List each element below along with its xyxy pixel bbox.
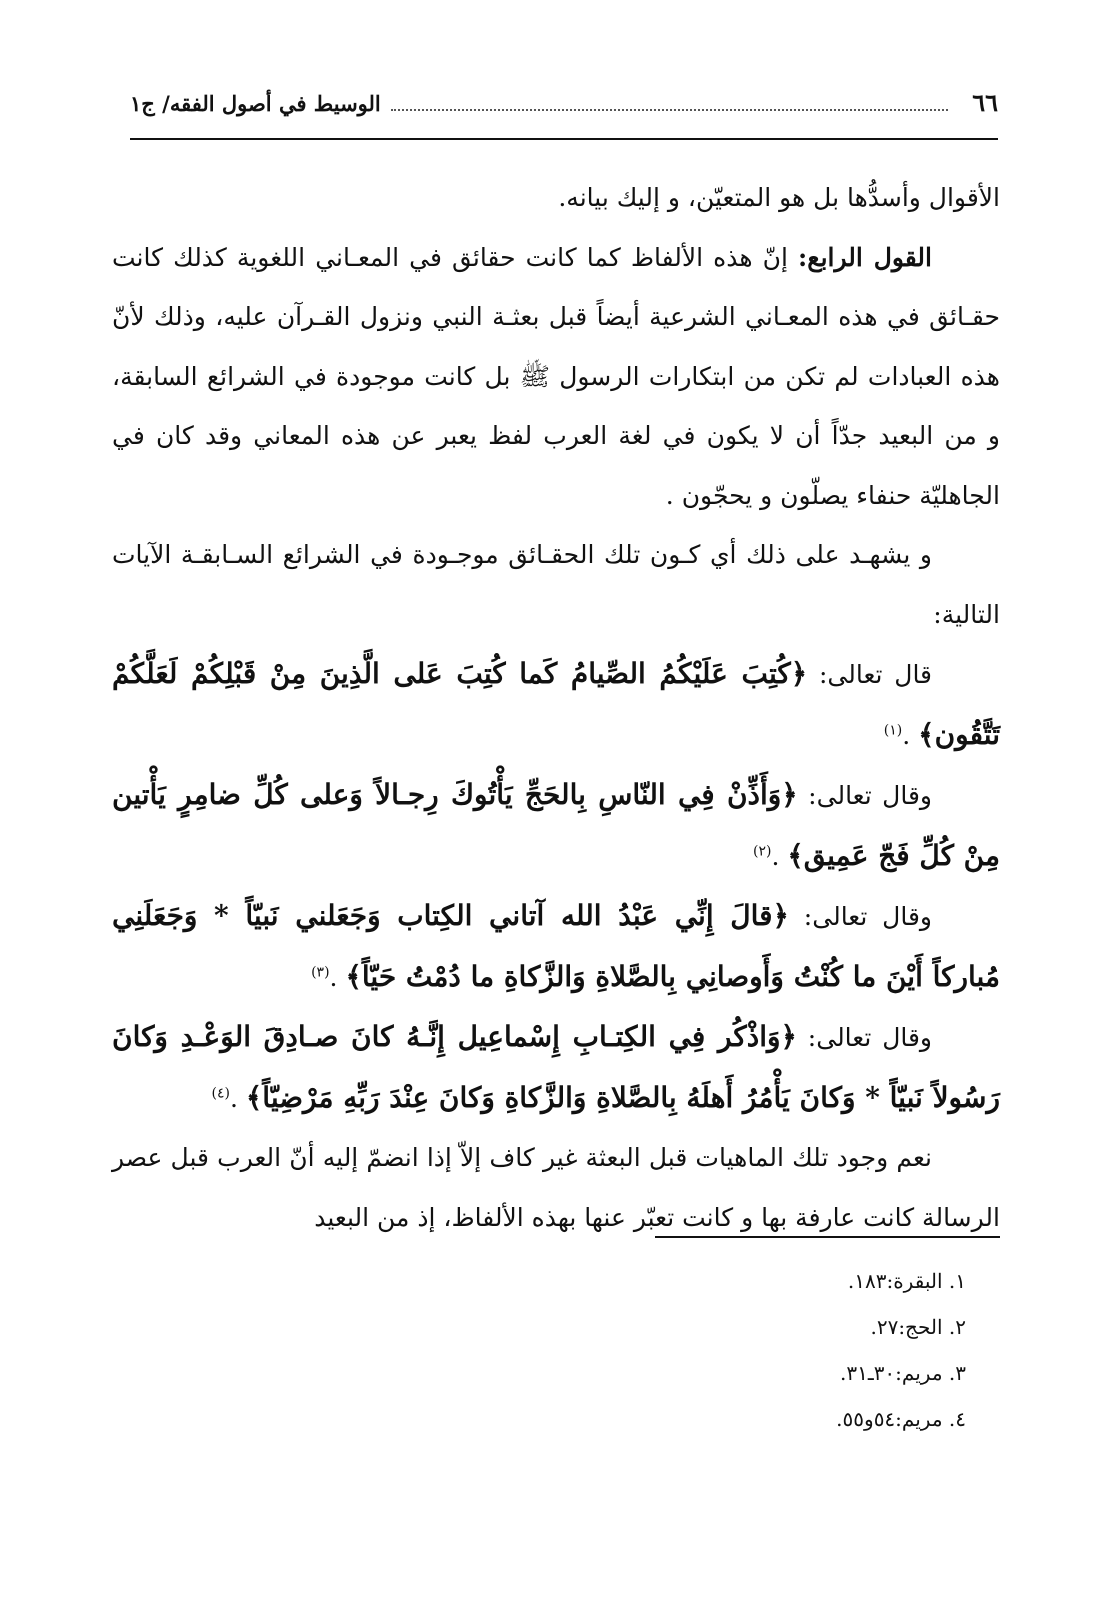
paragraph-continuation: الأقوال وأسدُّها بل هو المتعيّن، و إليك بيانه. <box>558 183 1000 212</box>
page-number: ٦٦ <box>972 88 998 117</box>
paragraph-body: إنّ هذه الألفاظ كما كانت حقائق في المعـاني اللغوية كذلك كانت حقـائق في هذه المعـاني الشرعية أيضاً قبل بعثـة النبي ونزول القـرآن عليه، وذلك لأنّ هذه العبادات لم تكن من ابتكارات الرسول ﷺ بل كانت موجودة في الشرائع السابقة، و من البعيد جدّاً أن لا يكون في لغة العرب لفظ يعبر عن هذه المعاني وقد كان في الجاهليّة حنفاء يصلّون و يحجّون . <box>112 242 1000 510</box>
verse-quote-3: وقال تعالى: ﴿قالَ إِنِّي عَبْدُ الله آتاني الكِتاب وَجَعَلني نَبيّاً * وَجَعَلَنِي مُباركاً أَيْنَ ما كُنْتُ وَأَوصانِي بِالصَّلاةِ وَالزَّكاةِ ما دُمْتُ حَيّاً﴾ .$^{(٣)}$ <box>112 899 1000 993</box>
verse-text: ﴿وَاذْكُر فِي الكِتـابِ إِسْماعِيل إِنَّـهُ كانَ صـادِقَ الوَعْـدِ وَكانَ رَسُولاً نَبيّاً * وَكانَ يَأْمُرُ أَهلَهُ بِالصَّلاةِ وَالزَّكاةِ وَكانَ عِنْدَ رَبِّهِ مَرْضِيّاً﴾ <box>112 1020 1000 1114</box>
running-title: الوسيط في أصول الفقه/ ج١ <box>130 91 381 116</box>
paragraph-conclusion: نعم وجود تلك الماهيات قبل البعثة غير كاف إلاّ إذا انضمّ إليه أنّ العرب قبل عصر الرسالة كانت عارفة بها و كانت تعبّر عنها بهذه الألفاظ، إذ من البعيد <box>112 1143 1000 1232</box>
footnote-item: ١. البقرة:١٨٣. <box>847 1269 966 1293</box>
verse-intro: وقال تعالى: <box>788 902 932 931</box>
verse-text: ﴿وَأَذِّنْ فِي النّاسِ بِالحَجِّ يَأْتُوكَ رِجـالاً وَعلى كُلِّ ضامِرٍ يَأْتين مِنْ كُلِّ فَجّ عَمِيق﴾ <box>112 778 1000 872</box>
verse-text: ﴿قالَ إِنِّي عَبْدُ الله آتاني الكِتاب وَجَعَلني نَبيّاً * وَجَعَلَنِي مُباركاً أَيْنَ ما كُنْتُ وَأَوصانِي بِالصَّلاةِ وَالزَّكاةِ ما دُمْتُ حَيّاً﴾ <box>112 899 1000 993</box>
paragraph-fourth-opinion <box>112 228 1000 526</box>
footnote-ref: (١) <box>883 722 903 739</box>
footnote-item: ٤. مريم:٥٤و٥٥. <box>836 1407 966 1431</box>
footnote-ref: (٢) <box>752 843 772 860</box>
verse-text: ﴿كُتِبَ عَلَيْكُمُ الصِّيامُ كَما كُتِبَ عَلى الَّذِينَ مِنْ قَبْلِكُمْ لَعَلَّكُمْ تَتَّقُون﴾ <box>112 657 1000 751</box>
footnote-ref: (٣) <box>311 964 330 981</box>
verse-quote-2: وقال تعالى: ﴿وَأَذِّنْ فِي النّاسِ بِالحَجِّ يَأْتُوكَ رِجـالاً وَعلى كُلِّ ضامِرٍ يَأْتين مِنْ كُلِّ فَجّ عَمِيق﴾ .$^{(٢)}$ <box>112 778 1000 872</box>
verse-intro: وقال تعالى: <box>796 1023 932 1052</box>
header-dot-leader <box>391 95 948 111</box>
verse-quote-1: قال تعالى: ﴿كُتِبَ عَلَيْكُمُ الصِّيامُ كَما كُتِبَ عَلى الَّذِينَ مِنْ قَبْلِكُمْ لَعَلَّكُمْ تَتَّقُون﴾ .$^{(١)}$ <box>112 657 1000 751</box>
footnote-ref: (٤) <box>211 1085 230 1102</box>
footnote-item: ٢. الحج:٢٧. <box>870 1315 966 1339</box>
verse-intro: وقال تعالى: <box>797 781 932 810</box>
footnote-rule <box>655 1236 1000 1238</box>
verse-intro: قال تعالى: <box>807 660 933 689</box>
body-text <box>112 168 1000 1247</box>
footnote-item: ٣. مريم:٣٠ـ٣١. <box>839 1361 966 1385</box>
header-rule <box>130 138 998 140</box>
paragraph-evidence-intro: و يشهـد على ذلك أي كـون تلك الحقـائق موجـودة في الشرائع السـابقـة الآيات التالية: <box>112 540 1000 629</box>
paragraph-lead: القول الرابع: <box>798 242 932 272</box>
page-header <box>130 88 998 124</box>
footnotes <box>666 1258 966 1442</box>
verse-quote-4: وقال تعالى: ﴿وَاذْكُر فِي الكِتـابِ إِسْماعِيل إِنَّـهُ كانَ صـادِقَ الوَعْـدِ وَكانَ رَسُولاً نَبيّاً * وَكانَ يَأْمُرُ أَهلَهُ بِالصَّلاةِ وَالزَّكاةِ وَكانَ عِنْدَ رَبِّهِ مَرْضِيّاً﴾ .$^{(٤)}$ <box>112 1020 1000 1114</box>
